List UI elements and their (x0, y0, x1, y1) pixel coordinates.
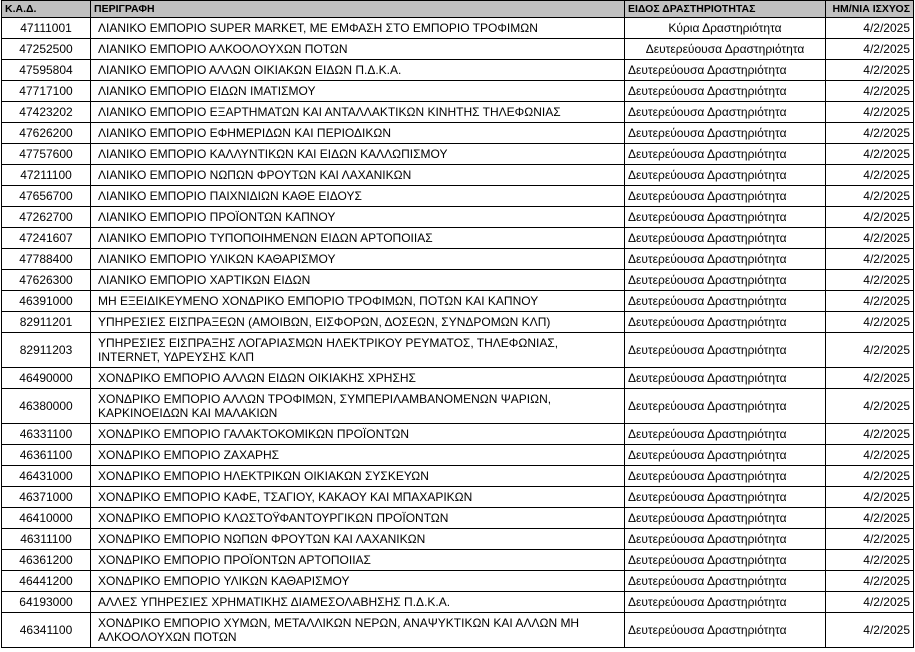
table-row (2, 487, 914, 508)
description-cell: ΛΙΑΝΙΚΟ ΕΜΠΟΡΙΟ ΑΛΛΩΝ ΟΙΚΙΑΚΩΝ ΕΙΔΩΝ Π.Δ.Κ.Α. (91, 60, 625, 81)
kad-cell: 47626200 (2, 123, 91, 144)
description-cell: ΧΟΝΔΡΙΚΟ ΕΜΠΟΡΙΟ ΧΥΜΩΝ, ΜΕΤΑΛΛΙΚΩΝ ΝΕΡΩΝ, ΑΝΑΨΥΚΤΙΚΩΝ ΚΑΙ ΑΛΛΩΝ ΜΗ ΑΛΚΟΟΛΟΥΧΩΝ ΠΟΤΩΝ (91, 613, 625, 648)
header-activity-type: ΕΙΔΟΣ ΔΡΑΣΤΗΡΙΟΤΗΤΑΣ (625, 1, 826, 18)
description-cell: ΛΙΑΝΙΚΟ ΕΜΠΟΡΙΟ ΕΦΗΜΕΡΙΔΩΝ ΚΑΙ ΠΕΡΙΟΔΙΚΩΝ (91, 123, 625, 144)
description-cell: ΛΙΑΝΙΚΟ ΕΜΠΟΡΙΟ ΧΑΡΤΙΚΩΝ ΕΙΔΩΝ (91, 270, 625, 291)
kad-cell: 47262700 (2, 207, 91, 228)
effective-date-cell: 4/2/2025 (826, 144, 914, 165)
kad-cell: 46410000 (2, 508, 91, 529)
description-cell: ΧΟΝΔΡΙΚΟ ΕΜΠΟΡΙΟ ΚΛΩΣΤΟΫΦΑΝΤΟΥΡΓΙΚΩΝ ΠΡΟΪΟΝΤΩΝ (91, 508, 625, 529)
table-row (2, 368, 914, 389)
effective-date-cell: 4/2/2025 (826, 81, 914, 102)
effective-date-cell: 4/2/2025 (826, 613, 914, 648)
activity-type-cell: Δευτερεύουσα Δραστηριότητα (625, 123, 826, 144)
description-cell: ΥΠΗΡΕΣΙΕΣ ΕΙΣΠΡΑΞΗΣ ΛΟΓΑΡΙΑΣΜΩΝ ΗΛΕΚΤΡΙΚΟΥ ΡΕΥΜΑΤΟΣ, ΤΗΛΕΦΩΝΙΑΣ, INTERNET, ΥΔΡΕΥΣΗΣ ΚΛΠ (91, 333, 625, 368)
activity-type-cell: Δευτερεύουσα Δραστηριότητα (625, 60, 826, 81)
effective-date-cell: 4/2/2025 (826, 312, 914, 333)
table-row (2, 207, 914, 228)
table-row (2, 312, 914, 333)
kad-cell: 47241607 (2, 228, 91, 249)
effective-date-cell: 4/2/2025 (826, 228, 914, 249)
description-cell: ΛΙΑΝΙΚΟ ΕΜΠΟΡΙΟ ΤΥΠΟΠΟΙΗΜΕΝΩΝ ΕΙΔΩΝ ΑΡΤΟΠΟΙΙΑΣ (91, 228, 625, 249)
activity-type-cell: Δευτερεύουσα Δραστηριότητα (625, 487, 826, 508)
description-cell: ΧΟΝΔΡΙΚΟ ΕΜΠΟΡΙΟ ΚΑΦΕ, ΤΣΑΓΙΟΥ, ΚΑΚΑΟΥ ΚΑΙ ΜΠΑΧΑΡΙΚΩΝ (91, 487, 625, 508)
effective-date-cell: 4/2/2025 (826, 333, 914, 368)
effective-date-cell: 4/2/2025 (826, 571, 914, 592)
description-cell: ΧΟΝΔΡΙΚΟ ΕΜΠΟΡΙΟ ΠΡΟΪΟΝΤΩΝ ΑΡΤΟΠΟΙΙΑΣ (91, 550, 625, 571)
kad-cell: 47111001 (2, 18, 91, 39)
header-kad: Κ.Α.Δ. (2, 1, 91, 18)
activity-type-cell: Δευτερεύουσα Δραστηριότητα (625, 389, 826, 424)
effective-date-cell: 4/2/2025 (826, 102, 914, 123)
activity-type-cell: Δευτερεύουσα Δραστηριότητα (625, 368, 826, 389)
table-row (2, 529, 914, 550)
activity-type-cell: Δευτερεύουσα Δραστηριότητα (625, 186, 826, 207)
activity-type-cell: Δευτερεύουσα Δραστηριότητα (625, 81, 826, 102)
kad-cell: 46361200 (2, 550, 91, 571)
activity-type-cell: Δευτερεύουσα Δραστηριότητα (625, 39, 826, 60)
kad-cell: 46490000 (2, 368, 91, 389)
effective-date-cell: 4/2/2025 (826, 466, 914, 487)
kad-cell: 82911201 (2, 312, 91, 333)
table-row (2, 424, 914, 445)
table-row (2, 571, 914, 592)
description-cell: ΛΙΑΝΙΚΟ ΕΜΠΟΡΙΟ ΕΙΔΩΝ ΙΜΑΤΙΣΜΟΥ (91, 81, 625, 102)
header-row (2, 1, 914, 18)
effective-date-cell: 4/2/2025 (826, 39, 914, 60)
description-cell: ΧΟΝΔΡΙΚΟ ΕΜΠΟΡΙΟ ΗΛΕΚΤΡΙΚΩΝ ΟΙΚΙΑΚΩΝ ΣΥΣΚΕΥΩΝ (91, 466, 625, 487)
table-row (2, 466, 914, 487)
description-cell: ΧΟΝΔΡΙΚΟ ΕΜΠΟΡΙΟ ΑΛΛΩΝ ΕΙΔΩΝ ΟΙΚΙΑΚΗΣ ΧΡΗΣΗΣ (91, 368, 625, 389)
description-cell: ΛΙΑΝΙΚΟ ΕΜΠΟΡΙΟ ΥΛΙΚΩΝ ΚΑΘΑΡΙΣΜΟΥ (91, 249, 625, 270)
activity-type-cell: Δευτερεύουσα Δραστηριότητα (625, 466, 826, 487)
kad-cell: 47717100 (2, 81, 91, 102)
activity-type-cell: Δευτερεύουσα Δραστηριότητα (625, 144, 826, 165)
table-row (2, 270, 914, 291)
table-row (2, 123, 914, 144)
activity-type-cell: Δευτερεύουσα Δραστηριότητα (625, 550, 826, 571)
table-row (2, 81, 914, 102)
table-row (2, 144, 914, 165)
activity-type-cell: Δευτερεύουσα Δραστηριότητα (625, 249, 826, 270)
kad-cell: 47626300 (2, 270, 91, 291)
kad-cell: 82911203 (2, 333, 91, 368)
description-cell: ΛΙΑΝΙΚΟ ΕΜΠΟΡΙΟ ΠΡΟΪΟΝΤΩΝ ΚΑΠΝΟΥ (91, 207, 625, 228)
description-cell: ΛΙΑΝΙΚΟ ΕΜΠΟΡΙΟ ΑΛΚΟΟΛΟΥΧΩΝ ΠΟΤΩΝ (91, 39, 625, 60)
activity-type-cell: Δευτερεύουσα Δραστηριότητα (625, 207, 826, 228)
activity-type-cell: Δευτερεύουσα Δραστηριότητα (625, 291, 826, 312)
table-row (2, 249, 914, 270)
effective-date-cell: 4/2/2025 (826, 424, 914, 445)
effective-date-cell: 4/2/2025 (826, 291, 914, 312)
description-cell: ΧΟΝΔΡΙΚΟ ΕΜΠΟΡΙΟ ΥΛΙΚΩΝ ΚΑΘΑΡΙΣΜΟΥ (91, 571, 625, 592)
effective-date-cell: 4/2/2025 (826, 592, 914, 613)
kad-cell: 47252500 (2, 39, 91, 60)
description-cell: ΧΟΝΔΡΙΚΟ ΕΜΠΟΡΙΟ ΝΩΠΩΝ ΦΡΟΥΤΩΝ ΚΑΙ ΛΑΧΑΝΙΚΩΝ (91, 529, 625, 550)
effective-date-cell: 4/2/2025 (826, 550, 914, 571)
effective-date-cell: 4/2/2025 (826, 270, 914, 291)
kad-cell: 47423202 (2, 102, 91, 123)
activity-type-cell: Δευτερεύουσα Δραστηριότητα (625, 312, 826, 333)
kad-cell: 47788400 (2, 249, 91, 270)
table-row (2, 39, 914, 60)
kad-cell: 46361100 (2, 445, 91, 466)
description-cell: ΛΙΑΝΙΚΟ ΕΜΠΟΡΙΟ ΕΞΑΡΤΗΜΑΤΩΝ ΚΑΙ ΑΝΤΑΛΛΑΚΤΙΚΩΝ ΚΙΝΗΤΗΣ ΤΗΛΕΦΩΝΙΑΣ (91, 102, 625, 123)
table-row (2, 165, 914, 186)
description-cell: ΛΙΑΝΙΚΟ ΕΜΠΟΡΙΟ SUPER MARKET, ΜΕ ΕΜΦΑΣΗ ΣΤΟ ΕΜΠΟΡΙΟ ΤΡΟΦΙΜΩΝ (91, 18, 625, 39)
effective-date-cell: 4/2/2025 (826, 18, 914, 39)
kad-cell: 46441200 (2, 571, 91, 592)
effective-date-cell: 4/2/2025 (826, 123, 914, 144)
table-row (2, 613, 914, 648)
activities-table (1, 0, 914, 648)
effective-date-cell: 4/2/2025 (826, 445, 914, 466)
table-row (2, 389, 914, 424)
description-cell: ΧΟΝΔΡΙΚΟ ΕΜΠΟΡΙΟ ΓΑΛΑΚΤΟΚΟΜΙΚΩΝ ΠΡΟΪΟΝΤΩΝ (91, 424, 625, 445)
kad-cell: 46391000 (2, 291, 91, 312)
kad-cell: 47211100 (2, 165, 91, 186)
table-row (2, 333, 914, 368)
header-description: ΠΕΡΙΓΡΑΦΗ (91, 1, 625, 18)
activity-type-cell: Δευτερεύουσα Δραστηριότητα (625, 613, 826, 648)
effective-date-cell: 4/2/2025 (826, 186, 914, 207)
activity-type-cell: Δευτερεύουσα Δραστηριότητα (625, 333, 826, 368)
table-row (2, 508, 914, 529)
activity-type-cell: Κύρια Δραστηριότητα (625, 18, 826, 39)
kad-cell: 47757600 (2, 144, 91, 165)
description-cell: ΜΗ ΕΞΕΙΔΙΚΕΥΜΕΝΟ ΧΟΝΔΡΙΚΟ ΕΜΠΟΡΙΟ ΤΡΟΦΙΜΩΝ, ΠΟΤΩΝ ΚΑΙ ΚΑΠΝΟΥ (91, 291, 625, 312)
description-cell: ΧΟΝΔΡΙΚΟ ΕΜΠΟΡΙΟ ΑΛΛΩΝ ΤΡΟΦΙΜΩΝ, ΣΥΜΠΕΡΙΛΑΜΒΑΝΟΜΕΝΩΝ ΨΑΡΙΩΝ, ΚΑΡΚΙΝΟΕΙΔΩΝ ΚΑΙ ΜΑΛΑΚΙΩΝ (91, 389, 625, 424)
kad-cell: 46380000 (2, 389, 91, 424)
activity-type-cell: Δευτερεύουσα Δραστηριότητα (625, 508, 826, 529)
effective-date-cell: 4/2/2025 (826, 165, 914, 186)
effective-date-cell: 4/2/2025 (826, 207, 914, 228)
activity-type-cell: Δευτερεύουσα Δραστηριότητα (625, 102, 826, 123)
description-cell: ΛΙΑΝΙΚΟ ΕΜΠΟΡΙΟ ΠΑΙΧΝΙΔΙΩΝ ΚΑΘΕ ΕΙΔΟΥΣ (91, 186, 625, 207)
kad-cell: 47656700 (2, 186, 91, 207)
header-effective-date: ΗΜ/ΝΙΑ ΙΣΧΥΟΣ (826, 1, 914, 18)
table-row (2, 18, 914, 39)
kad-cell: 46371000 (2, 487, 91, 508)
activity-type-cell: Δευτερεύουσα Δραστηριότητα (625, 445, 826, 466)
activity-type-cell: Δευτερεύουσα Δραστηριότητα (625, 592, 826, 613)
effective-date-cell: 4/2/2025 (826, 249, 914, 270)
table-row (2, 291, 914, 312)
table-row (2, 102, 914, 123)
table-row (2, 445, 914, 466)
description-cell: ΧΟΝΔΡΙΚΟ ΕΜΠΟΡΙΟ ΖΑΧΑΡΗΣ (91, 445, 625, 466)
activity-type-cell: Δευτερεύουσα Δραστηριότητα (625, 270, 826, 291)
description-cell: ΛΙΑΝΙΚΟ ΕΜΠΟΡΙΟ ΝΩΠΩΝ ΦΡΟΥΤΩΝ ΚΑΙ ΛΑΧΑΝΙΚΩΝ (91, 165, 625, 186)
activity-type-cell: Δευτερεύουσα Δραστηριότητα (625, 424, 826, 445)
table-row (2, 550, 914, 571)
effective-date-cell: 4/2/2025 (826, 508, 914, 529)
kad-cell: 47595804 (2, 60, 91, 81)
table-body (2, 18, 914, 648)
kad-cell: 46311100 (2, 529, 91, 550)
table-row (2, 228, 914, 249)
kad-cell: 46431000 (2, 466, 91, 487)
table-row (2, 60, 914, 81)
activity-type-cell: Δευτερεύουσα Δραστηριότητα (625, 228, 826, 249)
effective-date-cell: 4/2/2025 (826, 60, 914, 81)
effective-date-cell: 4/2/2025 (826, 529, 914, 550)
description-cell: ΥΠΗΡΕΣΙΕΣ ΕΙΣΠΡΑΞΕΩΝ (ΑΜΟΙΒΩΝ, ΕΙΣΦΟΡΩΝ, ΔΟΣΕΩΝ, ΣΥΝΔΡΟΜΩΝ ΚΛΠ) (91, 312, 625, 333)
kad-cell: 64193000 (2, 592, 91, 613)
kad-cell: 46331100 (2, 424, 91, 445)
effective-date-cell: 4/2/2025 (826, 389, 914, 424)
effective-date-cell: 4/2/2025 (826, 368, 914, 389)
effective-date-cell: 4/2/2025 (826, 487, 914, 508)
description-cell: ΛΙΑΝΙΚΟ ΕΜΠΟΡΙΟ ΚΑΛΛΥΝΤΙΚΩΝ ΚΑΙ ΕΙΔΩΝ ΚΑΛΛΩΠΙΣΜΟΥ (91, 144, 625, 165)
kad-cell: 46341100 (2, 613, 91, 648)
activity-type-cell: Δευτερεύουσα Δραστηριότητα (625, 529, 826, 550)
table-row (2, 592, 914, 613)
description-cell: ΑΛΛΕΣ ΥΠΗΡΕΣΙΕΣ ΧΡΗΜΑΤΙΚΗΣ ΔΙΑΜΕΣΟΛΑΒΗΣΗΣ Π.Δ.Κ.Α. (91, 592, 625, 613)
activity-type-cell: Δευτερεύουσα Δραστηριότητα (625, 571, 826, 592)
activity-type-cell: Δευτερεύουσα Δραστηριότητα (625, 165, 826, 186)
table-row (2, 186, 914, 207)
